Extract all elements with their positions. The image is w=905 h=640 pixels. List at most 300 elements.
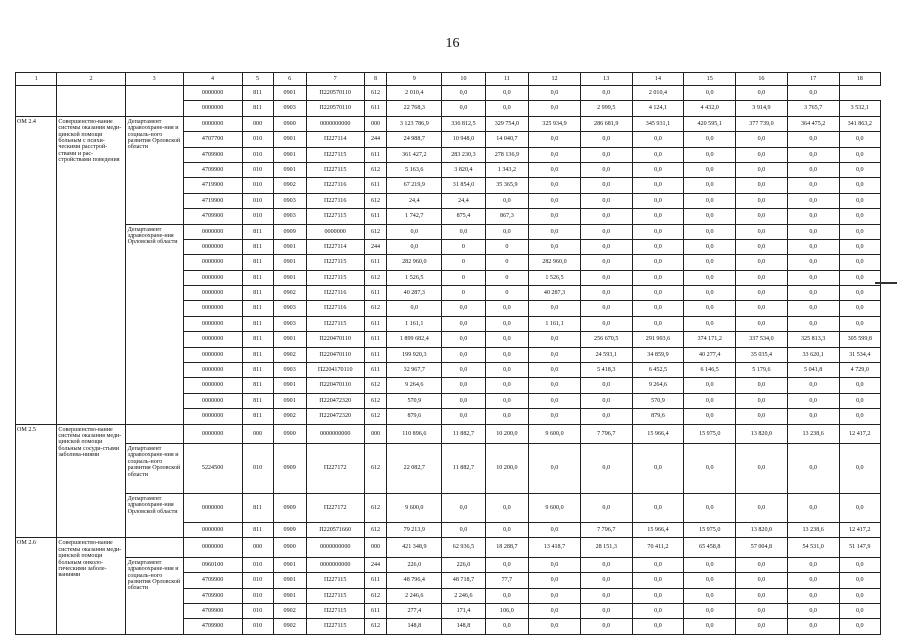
cell-col-12: 0,0: [529, 378, 581, 393]
header-cell: 17: [787, 73, 839, 86]
header-cell: 1: [16, 73, 57, 86]
table-row: [16, 557, 881, 572]
header-cell: 12: [529, 73, 581, 86]
cell-col-13: 0,0: [580, 239, 632, 254]
cell-col-15: 0,0: [684, 603, 736, 618]
cell-col-7: П227114: [306, 239, 364, 254]
cell-col-12: 0,0: [529, 522, 581, 537]
cell-col-7: П220571660: [306, 522, 364, 537]
cell-col-12: 0,0: [529, 393, 581, 408]
cell-col-7: П227172: [306, 493, 364, 522]
header-cell: 10: [442, 73, 485, 86]
cell-col-10: 283 230,3: [442, 147, 485, 162]
cell-col-15: 420 595,1: [684, 116, 736, 131]
cell-col-8: 612: [364, 393, 387, 408]
cell-col-16: 0,0: [736, 162, 788, 177]
cell-col-7: П220470110: [306, 332, 364, 347]
cell-col-5: 010: [242, 209, 273, 224]
cell-col-12: 9 600,0: [529, 493, 581, 522]
cell-col-5: 000: [242, 424, 273, 443]
cell-col-12: 0,0: [529, 239, 581, 254]
cell-col-12: 0,0: [529, 224, 581, 239]
cell-col-12: 0,0: [529, 603, 581, 618]
cell-col-8: 612: [364, 270, 387, 285]
cell-col-5: 811: [242, 301, 273, 316]
header-cell: 11: [485, 73, 528, 86]
cell-col-6: 0901: [273, 393, 306, 408]
cell-col-13: 7 796,7: [580, 424, 632, 443]
cell-col-14: 0,0: [632, 178, 684, 193]
agency-cell: [125, 538, 183, 557]
cell-col-7: П220570110: [306, 86, 364, 101]
cell-col-12: 0,0: [529, 573, 581, 588]
cell-col-14: 15 966,4: [632, 424, 684, 443]
cell-col-10: 0: [442, 239, 485, 254]
cell-col-5: 010: [242, 147, 273, 162]
cell-col-14: 0,0: [632, 286, 684, 301]
header-cell: 8: [364, 73, 387, 86]
cell-col-9: 22 768,3: [387, 101, 442, 116]
cell-col-17: 0,0: [787, 147, 839, 162]
cell-col-16: 0,0: [736, 409, 788, 424]
cell-col-5: 010: [242, 132, 273, 147]
cell-col-8: 611: [364, 603, 387, 618]
cell-col-17: 13 238,6: [787, 424, 839, 443]
cell-col-17: 0,0: [787, 239, 839, 254]
cell-col-16: 3 914,9: [736, 101, 788, 116]
header-cell: 4: [183, 73, 242, 86]
cell-col-9: 199 920,3: [387, 347, 442, 362]
cell-col-17: 3 765,7: [787, 101, 839, 116]
cell-col-9: 2 010,4: [387, 86, 442, 101]
section-title: Совершенство-вание системы оказания меди-цинской помощи больным онколо-гическими заболе-ваниями: [57, 538, 125, 634]
cell-col-4: 0000000: [183, 393, 242, 408]
cell-col-4: 4709900: [183, 588, 242, 603]
cell-col-9: 1 899 682,4: [387, 332, 442, 347]
cell-col-7: П227115: [306, 255, 364, 270]
cell-col-4: 0000000: [183, 424, 242, 443]
cell-col-14: 0,0: [632, 239, 684, 254]
cell-col-16: 0,0: [736, 193, 788, 208]
cell-col-17: 0,0: [787, 162, 839, 177]
cell-col-10: 24,4: [442, 193, 485, 208]
cell-col-11: 0,0: [485, 619, 528, 634]
cell-col-10: 226,0: [442, 557, 485, 572]
cell-col-14: 0,0: [632, 301, 684, 316]
cell-col-14: 0,0: [632, 224, 684, 239]
cell-col-4: 0000000: [183, 409, 242, 424]
cell-col-14: 0,0: [632, 588, 684, 603]
section-code: ОМ 2.5: [16, 424, 57, 538]
cell-col-5: 010: [242, 162, 273, 177]
cell-col-6: 0901: [273, 132, 306, 147]
cell-col-5: 000: [242, 538, 273, 557]
cell-col-4: 0000000: [183, 316, 242, 331]
cell-col-5: 811: [242, 347, 273, 362]
cell-col-7: П220470110: [306, 378, 364, 393]
cell-col-15: 0,0: [684, 316, 736, 331]
cell-col-18: 0,0: [839, 193, 880, 208]
cell-col-18: 0,0: [839, 239, 880, 254]
cell-col-14: 0,0: [632, 316, 684, 331]
cell-col-17: 0,0: [787, 378, 839, 393]
cell-col-15: 374 171,2: [684, 332, 736, 347]
cell-col-9: 9 600,0: [387, 493, 442, 522]
cell-col-6: 0901: [273, 162, 306, 177]
cell-col-13: 0,0: [580, 301, 632, 316]
cell-col-18: 0,0: [839, 178, 880, 193]
cell-col-6: 0901: [273, 332, 306, 347]
cell-col-18: 0,0: [839, 378, 880, 393]
cell-col-15: 0,0: [684, 162, 736, 177]
cell-col-9: 421 348,9: [387, 538, 442, 557]
cell-col-10: 10 948,0: [442, 132, 485, 147]
cell-col-16: 0,0: [736, 270, 788, 285]
cell-col-15: 0,0: [684, 378, 736, 393]
cell-col-6: 0909: [273, 522, 306, 537]
cell-col-13: 24 593,1: [580, 347, 632, 362]
cell-col-5: 010: [242, 573, 273, 588]
cell-col-11: 329 754,0: [485, 116, 528, 131]
cell-col-8: 612: [364, 86, 387, 101]
cell-col-4: 0000000: [183, 239, 242, 254]
agency-cell: Департамент здравоохране-ния и социаль-ного развития Орловской области: [125, 443, 183, 493]
cell-col-16: 0,0: [736, 573, 788, 588]
cell-col-13: 0,0: [580, 393, 632, 408]
cell-col-6: 0901: [273, 557, 306, 572]
cell-col-6: 0901: [273, 86, 306, 101]
cell-col-16: 0,0: [736, 255, 788, 270]
section-code: ОМ 2.4: [16, 116, 57, 424]
cell-col-5: 811: [242, 409, 273, 424]
cell-col-11: 0,0: [485, 101, 528, 116]
cell-col-15: 0,0: [684, 443, 736, 493]
cell-col-9: 361 427,2: [387, 147, 442, 162]
cell-col-15: 0,0: [684, 147, 736, 162]
cell-col-4: 0000000: [183, 224, 242, 239]
cell-col-9: 0,0: [387, 239, 442, 254]
cell-col-14: 0,0: [632, 443, 684, 493]
cell-col-6: 0901: [273, 255, 306, 270]
cell-col-5: 010: [242, 178, 273, 193]
cell-col-14: 0,0: [632, 255, 684, 270]
cell-col-14: 70 411,2: [632, 538, 684, 557]
cell-col-6: 0902: [273, 286, 306, 301]
cell-col-13: 256 670,5: [580, 332, 632, 347]
cell-col-11: 0: [485, 239, 528, 254]
cell-col-15: 0,0: [684, 573, 736, 588]
cell-col-13: 0,0: [580, 255, 632, 270]
cell-col-18: 0,0: [839, 270, 880, 285]
cell-col-4: 4707700: [183, 132, 242, 147]
cell-col-5: 811: [242, 224, 273, 239]
cell-col-16: 0,0: [736, 132, 788, 147]
header-cell: 18: [839, 73, 880, 86]
cell-col-5: 811: [242, 101, 273, 116]
cell-col-11: 0,0: [485, 347, 528, 362]
cell-col-4: 0000000: [183, 347, 242, 362]
cell-col-15: 0,0: [684, 132, 736, 147]
cell-col-7: П227116: [306, 193, 364, 208]
cell-col-10: 0: [442, 270, 485, 285]
cell-col-12: 0,0: [529, 193, 581, 208]
cell-col-18: 0,0: [839, 255, 880, 270]
cell-col-9: 40 287,3: [387, 286, 442, 301]
cell-col-5: 811: [242, 332, 273, 347]
cell-col-12: 40 287,3: [529, 286, 581, 301]
cell-col-12: 0,0: [529, 332, 581, 347]
cell-col-16: 337 534,0: [736, 332, 788, 347]
cell-col-7: П227115: [306, 588, 364, 603]
cell-col-17: 0,0: [787, 603, 839, 618]
cell-col-18: 0,0: [839, 286, 880, 301]
cell-col-6: 0909: [273, 443, 306, 493]
cell-col-8: 612: [364, 301, 387, 316]
cell-col-4: 0000000: [183, 301, 242, 316]
cell-col-11: 0: [485, 270, 528, 285]
cell-col-12: 0,0: [529, 178, 581, 193]
cell-col-11: 0,0: [485, 332, 528, 347]
cell-col-16: 0,0: [736, 209, 788, 224]
cell-col-5: 811: [242, 86, 273, 101]
table-row: [16, 224, 881, 239]
cell-col-7: П227115: [306, 603, 364, 618]
cell-col-9: 32 967,7: [387, 363, 442, 378]
cell-col-16: 0,0: [736, 86, 788, 101]
cell-col-13: 0,0: [580, 286, 632, 301]
cell-col-12: 0,0: [529, 147, 581, 162]
cell-col-12: 0,0: [529, 132, 581, 147]
cell-col-11: 0,0: [485, 316, 528, 331]
cell-col-17: 0,0: [787, 286, 839, 301]
cell-col-11: 0: [485, 255, 528, 270]
cell-col-8: 612: [364, 378, 387, 393]
cell-col-15: 0,0: [684, 193, 736, 208]
cell-col-18: 0,0: [839, 443, 880, 493]
cell-col-12: 0,0: [529, 619, 581, 634]
cell-col-14: 0,0: [632, 493, 684, 522]
header-cell: 3: [125, 73, 183, 86]
cell-col-8: 612: [364, 193, 387, 208]
cell-col-6: 0900: [273, 116, 306, 131]
cell-col-16: 0,0: [736, 316, 788, 331]
cell-col-5: 811: [242, 316, 273, 331]
cell-col-13: 0,0: [580, 588, 632, 603]
cell-col-9: 0,0: [387, 301, 442, 316]
cell-col-11: 10 200,0: [485, 424, 528, 443]
cell-col-16: 0,0: [736, 443, 788, 493]
agency-cell: Департамент здравоохране-ния Орловской области: [125, 493, 183, 537]
cell-col-18: 0,0: [839, 603, 880, 618]
cell-col-5: 811: [242, 270, 273, 285]
cell-col-12: 0,0: [529, 86, 581, 101]
cell-col-5: 811: [242, 393, 273, 408]
cell-col-4: 0000000: [183, 378, 242, 393]
section-code: ОМ 2.6: [16, 538, 57, 634]
cell-col-5: 010: [242, 619, 273, 634]
cell-col-11: 0,0: [485, 224, 528, 239]
header-cell: 5: [242, 73, 273, 86]
cell-col-17: 54 531,0: [787, 538, 839, 557]
cell-col-17: 0,0: [787, 619, 839, 634]
cell-col-4: 5224500: [183, 443, 242, 493]
cell-col-17: 0,0: [787, 255, 839, 270]
cell-col-16: 0,0: [736, 393, 788, 408]
cell-col-7: П227115: [306, 162, 364, 177]
cell-col-17: 0,0: [787, 409, 839, 424]
cell-col-15: 15 975,0: [684, 424, 736, 443]
cell-col-17: 0,0: [787, 178, 839, 193]
cell-col-13: 0,0: [580, 378, 632, 393]
cell-col-16: 13 820,0: [736, 522, 788, 537]
cell-col-13: 0,0: [580, 573, 632, 588]
cell-col-9: 24,4: [387, 193, 442, 208]
cell-col-9: 5 163,6: [387, 162, 442, 177]
cell-col-5: 010: [242, 193, 273, 208]
cell-col-7: П220472320: [306, 393, 364, 408]
cell-col-10: 875,4: [442, 209, 485, 224]
cell-col-11: 0,0: [485, 522, 528, 537]
cell-col-17: 0,0: [787, 209, 839, 224]
cell-col-16: 5 179,6: [736, 363, 788, 378]
cell-col-8: 000: [364, 116, 387, 131]
cell-col-9: 1 526,5: [387, 270, 442, 285]
cell-col-15: 0,0: [684, 286, 736, 301]
cell-col-13: 0,0: [580, 493, 632, 522]
cell-col-6: 0901: [273, 239, 306, 254]
cell-col-7: П227115: [306, 209, 364, 224]
cell-col-11: 106,0: [485, 603, 528, 618]
cell-col-7: П220472320: [306, 409, 364, 424]
cell-col-11: 35 365,9: [485, 178, 528, 193]
cell-col-8: 000: [364, 538, 387, 557]
cell-col-14: 879,6: [632, 409, 684, 424]
cell-col-6: 0909: [273, 493, 306, 522]
cell-col-9: 226,0: [387, 557, 442, 572]
cell-col-16: 0,0: [736, 619, 788, 634]
cell-col-10: 0,0: [442, 86, 485, 101]
cell-col-18: 0,0: [839, 393, 880, 408]
cell-col-10: 11 882,7: [442, 424, 485, 443]
cell-col-7: П227115: [306, 619, 364, 634]
header-row: [16, 73, 881, 86]
cell-col-9: 148,8: [387, 619, 442, 634]
cell-col-5: 811: [242, 286, 273, 301]
cell-col-9: 277,4: [387, 603, 442, 618]
cell-col-8: 611: [364, 101, 387, 116]
cell-col-13: 7 796,7: [580, 522, 632, 537]
cell-col-7: П227115: [306, 316, 364, 331]
cell-col-7: 0000000: [306, 224, 364, 239]
cell-col-9: 2 246,6: [387, 588, 442, 603]
cell-col-7: П227115: [306, 270, 364, 285]
header-cell: 14: [632, 73, 684, 86]
cell-col-4: 4709900: [183, 209, 242, 224]
cell-col-9: 1 742,7: [387, 209, 442, 224]
cell-col-18: 12 417,2: [839, 424, 880, 443]
cell-col-11: 0,0: [485, 363, 528, 378]
cell-col-18: 12 417,2: [839, 522, 880, 537]
cell-col-17: 0,0: [787, 588, 839, 603]
cell-col-12: 13 418,7: [529, 538, 581, 557]
cell-col-13: 0,0: [580, 147, 632, 162]
cell-col-12: 0,0: [529, 588, 581, 603]
cell-col-10: 0,0: [442, 409, 485, 424]
cell-col-10: 0,0: [442, 316, 485, 331]
cell-col-14: 4 124,1: [632, 101, 684, 116]
cell-col-11: 0,0: [485, 393, 528, 408]
cell-col-10: 3 820,4: [442, 162, 485, 177]
cell-col-4: 0000000: [183, 363, 242, 378]
cell-col-11: 0,0: [485, 86, 528, 101]
cell-col-11: 10 200,0: [485, 443, 528, 493]
cell-col-10: 48 718,7: [442, 573, 485, 588]
cell-col-4: 0000000: [183, 286, 242, 301]
cell-col-16: 0,0: [736, 557, 788, 572]
cell-col-15: 65 458,8: [684, 538, 736, 557]
cell-col-8: 612: [364, 443, 387, 493]
cell-col-11: 867,3: [485, 209, 528, 224]
cell-col-6: 0903: [273, 301, 306, 316]
cell-col-5: 811: [242, 378, 273, 393]
cell-col-16: 0,0: [736, 224, 788, 239]
cell-col-12: 9 600,0: [529, 424, 581, 443]
cell-col-17: 325 813,3: [787, 332, 839, 347]
cell-col-14: 345 931,1: [632, 116, 684, 131]
table-row: [16, 116, 881, 131]
cell-col-7: 0000000000: [306, 116, 364, 131]
cell-col-12: 0,0: [529, 101, 581, 116]
cell-col-10: 148,8: [442, 619, 485, 634]
budget-table: [15, 72, 881, 635]
cell-col-5: 811: [242, 363, 273, 378]
cell-col-7: 0000000000: [306, 424, 364, 443]
cell-col-6: 0903: [273, 193, 306, 208]
cell-col-6: 0902: [273, 619, 306, 634]
cell-col-17: 0,0: [787, 316, 839, 331]
cell-col-6: 0909: [273, 224, 306, 239]
cell-col-12: 0,0: [529, 347, 581, 362]
cell-col-16: 0,0: [736, 147, 788, 162]
cell-col-9: 67 219,9: [387, 178, 442, 193]
cell-col-15: 0,0: [684, 209, 736, 224]
cell-col-16: 0,0: [736, 603, 788, 618]
cell-col-4: 0000000: [183, 270, 242, 285]
cell-col-7: П227115: [306, 147, 364, 162]
cell-col-8: 612: [364, 493, 387, 522]
cell-col-14: 0,0: [632, 162, 684, 177]
cell-col-8: 611: [364, 363, 387, 378]
cell-col-6: 0902: [273, 409, 306, 424]
cell-col-16: 57 004,8: [736, 538, 788, 557]
cell-col-11: 14 040,7: [485, 132, 528, 147]
cell-col-7: П2204170110: [306, 363, 364, 378]
cell-col-15: 0,0: [684, 393, 736, 408]
header-cell: 9: [387, 73, 442, 86]
cell-col-10: 2 246,6: [442, 588, 485, 603]
cell-col-6: 0902: [273, 347, 306, 362]
cell-col-13: 0,0: [580, 603, 632, 618]
cell-col-11: 0,0: [485, 409, 528, 424]
table-row: [16, 443, 881, 493]
cell-col-15: 0,0: [684, 619, 736, 634]
cell-col-7: П227116: [306, 286, 364, 301]
cell-col-13: 0,0: [580, 224, 632, 239]
cell-col-15: 4 432,0: [684, 101, 736, 116]
cell-col-14: 0,0: [632, 270, 684, 285]
margin-mark: [875, 282, 897, 284]
cell-col-5: 010: [242, 588, 273, 603]
